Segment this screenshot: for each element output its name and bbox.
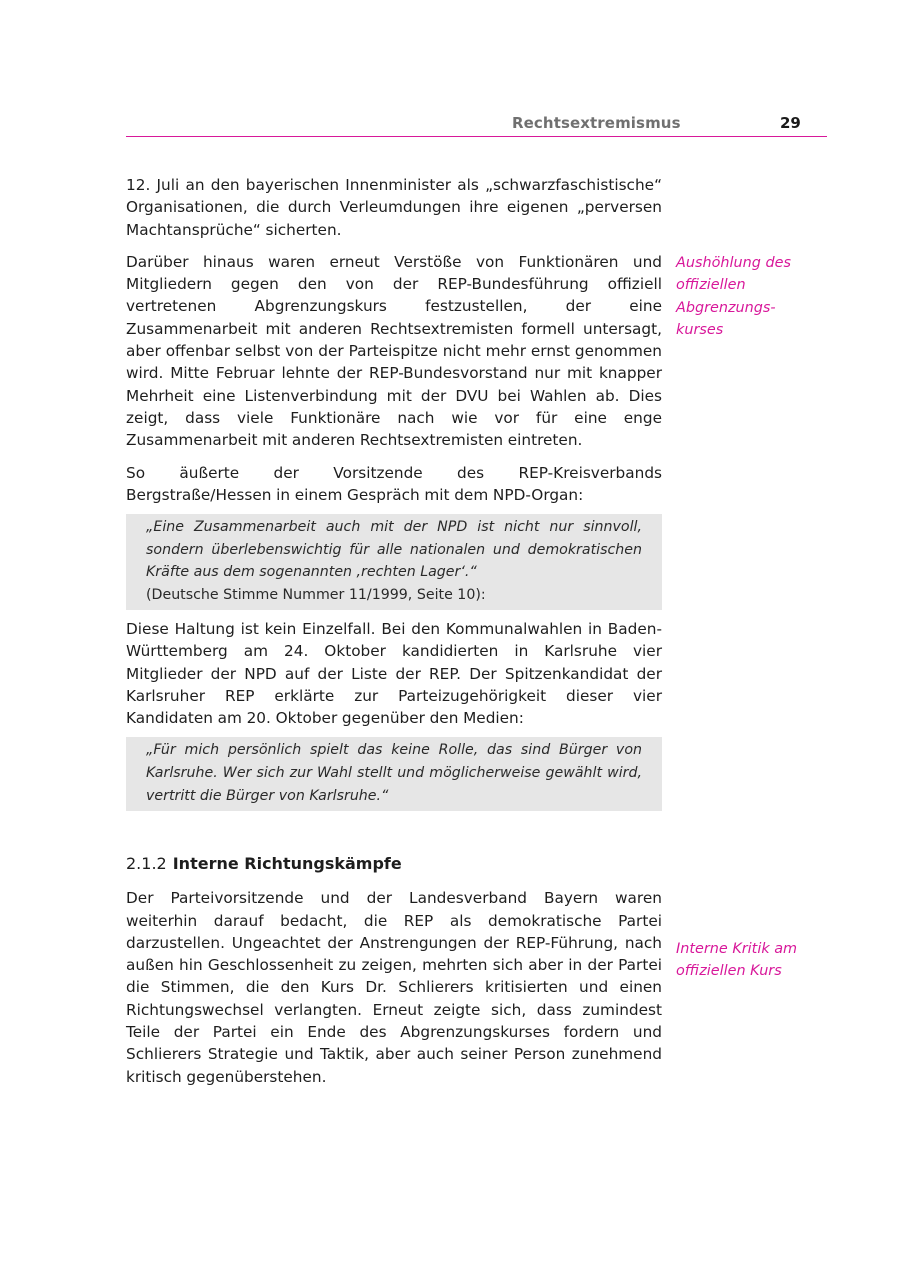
main-text-column <box>126 174 662 1088</box>
quote-box-npd <box>126 514 662 610</box>
quote-text: „Für mich persönlich spielt das keine Rolle, das sind Bürger von Karlsruhe. Wer sich zur Wahl stellt und möglicherweise gewählt wird, vertritt die Bürger von Karlsruhe.“ <box>146 742 642 804</box>
quote-text: „Eine Zusammenarbeit auch mit der NPD ist nicht nur sinnvoll, sondern überlebenswichtig für alle nationalen und demokratischen Kräfte aus dem sogenannten ‚rechten Lager‘.“ <box>146 519 642 581</box>
section-number: 2.1.2 <box>126 854 167 874</box>
margin-note-interne-kritik: Interne Kritik am offiziellen Kurs <box>676 941 798 980</box>
paragraph-continuation: 12. Juli an den bayerischen Innenminister als „schwarzfaschistische“ Organisationen, die durch Verleumdungen ihre eigenen „perversen Machtansprüche“ sicherten. <box>126 176 662 239</box>
paragraph-abgrenzungskurs: Darüber hinaus waren erneut Verstöße von Funktionären und Mitgliedern gegen den von der REP-Bundesführung offiziell vertretenen Abgrenzungskurs festzustellen, der eine Zusammenarbeit mit anderen Rechtsextremisten formell untersagt, aber offenbar selbst von der Parteispitze nicht mehr ernst genommen wird. Mitte Februar lehnte der REP-Bundesvorstand nur mit knapper Mehrheit eine Listenverbindung mit der DVU bei Wahlen ab. Dies zeigt, dass viele Funktionäre nach wie vor für eine enge Zusammenarbeit mit anderen Rechtsextremisten eintreten. <box>126 252 662 450</box>
paragraph-kommunalwahlen: Diese Haltung ist kein Einzelfall. Bei den Kommunalwahlen in Baden-Württemberg am 24. Oktober kandidierten in Karlsruhe vier Mitglieder der NPD auf der Liste der REP. Der Spitzenkandidat der Karlsruher REP erklärte zur Parteizugehörigkeit dieser vier Kandidaten am 20. Oktober gegenüber den Medien: <box>126 619 662 728</box>
header-divider <box>126 136 827 137</box>
quote-source: (Deutsche Stimme Nummer 11/1999, Seite 10): <box>146 586 486 603</box>
page-number: 29 <box>780 114 801 132</box>
section-heading <box>126 853 662 875</box>
section-title: Interne Richtungskämpfe <box>172 854 402 874</box>
paragraph-kreisverband: So äußerte der Vorsitzende des REP-Kreisverbands Bergstraße/Hessen in einem Gespräch mit dem NPD-Organ: <box>126 463 662 504</box>
paragraph-richtungskaempfe: Der Parteivorsitzende und der Landesverband Bayern waren weiterhin darauf bedacht, die REP als demokratische Partei darzustellen. Ungeachtet der Anstrengungen der REP-Führung, nach außen hin Geschlossenheit zu zeigen, mehrten sich aber in der Partei die Stimmen, die den Kurs Dr. Schlierers kritisierten und einen Richtungswechsel verlangten. Erneut zeigte sich, dass zumindest Teile der Partei ein Ende des Abgrenzungskurses fordern und Schlierers Strategie und Taktik, aber auch seiner Person zunehmend kritisch gegenüberstehen. <box>126 889 662 1086</box>
running-header-title: Rechtsextremismus <box>512 114 681 132</box>
margin-note-abgrenzung: Aushöhlung des offiziellen Abgrenzungs-kurses <box>676 255 791 339</box>
quote-box-karlsruhe <box>126 737 662 811</box>
